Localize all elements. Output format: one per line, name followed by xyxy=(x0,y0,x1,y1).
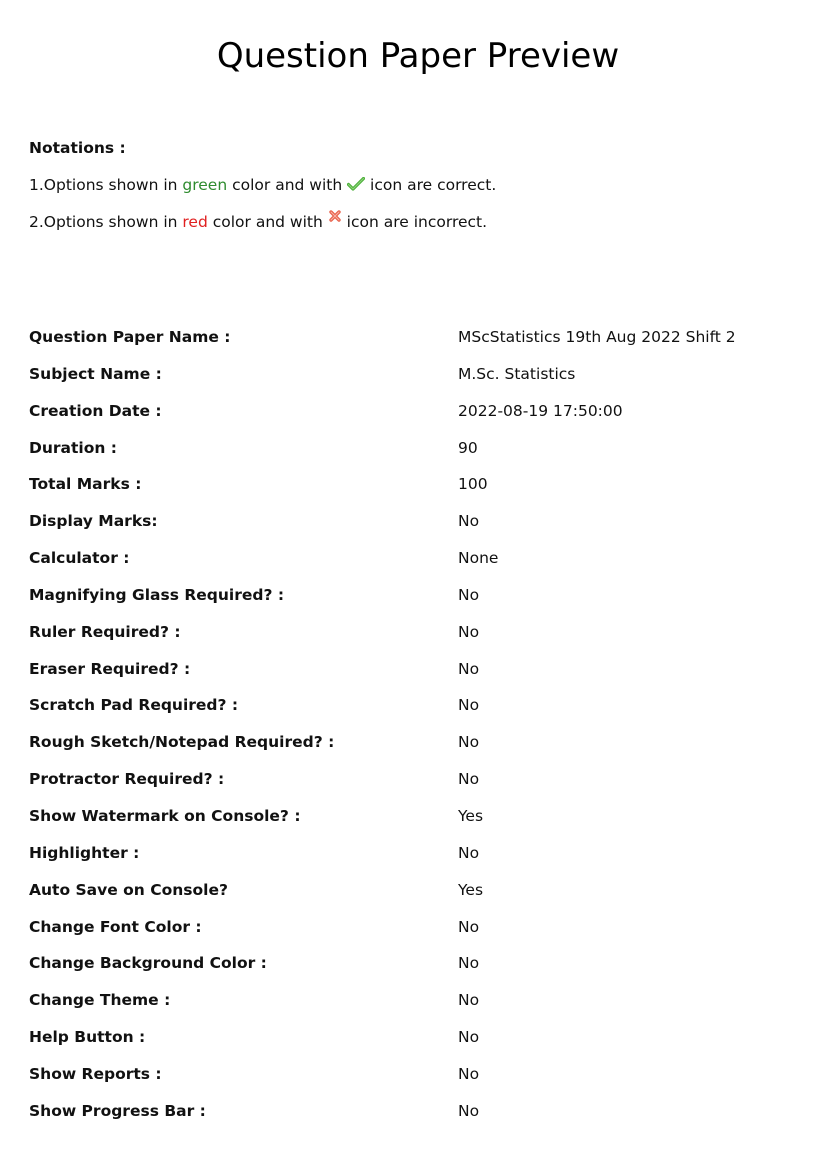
check-icon xyxy=(347,174,365,188)
detail-label: Show Watermark on Console? : xyxy=(29,806,301,825)
detail-row-change-background-color xyxy=(29,951,809,988)
notation-incorrect xyxy=(29,210,496,247)
notations-section xyxy=(29,136,496,247)
detail-row-highlighter xyxy=(29,841,809,878)
detail-label: Rough Sketch/Notepad Required? : xyxy=(29,733,335,752)
detail-row-change-font-color xyxy=(29,915,809,952)
detail-value: No xyxy=(458,659,480,678)
detail-row-total-marks xyxy=(29,472,809,509)
detail-value: No xyxy=(458,770,480,789)
detail-value: Yes xyxy=(458,880,484,899)
detail-value: No xyxy=(458,954,480,973)
cross-icon xyxy=(328,206,342,220)
detail-row-display-marks xyxy=(29,509,809,546)
detail-label: Total Marks : xyxy=(29,475,142,494)
notation-correct xyxy=(29,173,496,210)
detail-row-change-theme xyxy=(29,988,809,1025)
detail-label: Show Progress Bar : xyxy=(29,1101,206,1120)
detail-row-creation-date xyxy=(29,399,809,436)
detail-value: No xyxy=(458,622,480,641)
detail-label: Question Paper Name : xyxy=(29,328,231,346)
detail-row-protractor xyxy=(29,767,809,804)
detail-label: Show Reports : xyxy=(29,1064,162,1083)
detail-value: Yes xyxy=(458,806,484,825)
detail-row-rough-sketch xyxy=(29,730,809,767)
detail-value: No xyxy=(458,1101,480,1120)
detail-label: Eraser Required? : xyxy=(29,659,191,678)
notation-text: icon are correct. xyxy=(365,176,497,194)
notation-text: 2.Options shown in xyxy=(29,213,183,231)
detail-label: Duration : xyxy=(29,438,118,457)
detail-label: Help Button : xyxy=(29,1028,146,1047)
detail-row-show-reports xyxy=(29,1062,809,1099)
paper-details-table xyxy=(29,325,809,1136)
detail-label: Display Marks: xyxy=(29,512,158,531)
detail-row-question-paper-name xyxy=(29,325,809,362)
detail-value: No xyxy=(458,512,480,531)
detail-value: M.Sc. Statistics xyxy=(458,364,576,383)
detail-label: Creation Date : xyxy=(29,401,162,420)
detail-row-help-button xyxy=(29,1025,809,1062)
detail-label: Magnifying Glass Required? : xyxy=(29,585,285,604)
detail-value: No xyxy=(458,696,480,715)
notation-color-word-red: red xyxy=(182,213,208,231)
detail-value: No xyxy=(458,1064,480,1083)
detail-row-watermark xyxy=(29,804,809,841)
detail-row-scratch-pad xyxy=(29,693,809,730)
detail-label: Protractor Required? : xyxy=(29,770,225,789)
detail-value: No xyxy=(458,733,480,752)
detail-value: No xyxy=(458,991,480,1010)
notation-text: 1.Options shown in xyxy=(29,176,183,194)
detail-label: Subject Name : xyxy=(29,364,162,383)
detail-label: Calculator : xyxy=(29,549,130,568)
notation-text: color and with xyxy=(207,213,328,231)
detail-value: No xyxy=(458,917,480,936)
detail-row-magnifying-glass xyxy=(29,583,809,620)
detail-row-eraser xyxy=(29,657,809,694)
detail-label: Auto Save on Console? xyxy=(29,880,228,899)
detail-row-auto-save xyxy=(29,878,809,915)
notations-heading: Notations : xyxy=(29,139,126,157)
detail-value: No xyxy=(458,1028,480,1047)
detail-value: MScStatistics 19th Aug 2022 Shift 2 xyxy=(458,328,736,346)
notation-color-word-green: green xyxy=(182,176,228,194)
detail-label: Ruler Required? : xyxy=(29,622,181,641)
notation-text: icon are incorrect. xyxy=(341,213,488,231)
detail-value: 100 xyxy=(458,475,488,494)
detail-label: Scratch Pad Required? : xyxy=(29,696,239,715)
detail-row-show-progress-bar xyxy=(29,1099,809,1136)
detail-value: None xyxy=(458,549,499,568)
detail-value: 90 xyxy=(458,438,478,457)
detail-row-ruler xyxy=(29,620,809,657)
detail-value: No xyxy=(458,585,480,604)
detail-row-calculator xyxy=(29,546,809,583)
page-title: Question Paper Preview xyxy=(216,36,620,76)
detail-row-duration xyxy=(29,436,809,473)
notation-text: color and with xyxy=(227,176,348,194)
detail-label: Change Font Color : xyxy=(29,917,202,936)
detail-row-subject-name xyxy=(29,362,809,399)
detail-label: Change Background Color : xyxy=(29,954,267,973)
detail-label: Highlighter : xyxy=(29,843,140,862)
detail-value: 2022-08-19 17:50:00 xyxy=(458,401,623,420)
detail-value: No xyxy=(458,843,480,862)
detail-label: Change Theme : xyxy=(29,991,171,1010)
